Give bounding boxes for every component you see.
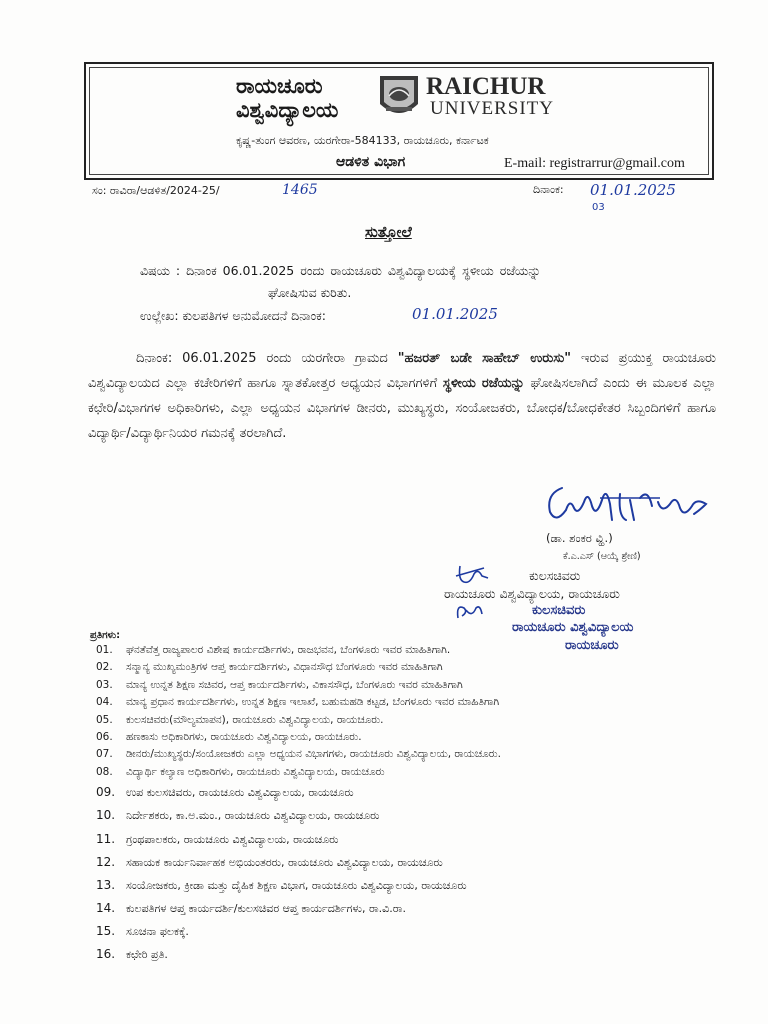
email-address: E-mail: registrarrur@gmail.com [504, 156, 685, 171]
copy-item-number: 08. [96, 765, 113, 778]
body-paragraph [88, 346, 716, 446]
copy-item-number: 14. [96, 901, 116, 916]
handwritten-initial-2 [454, 600, 484, 622]
copy-item-number: 15. [96, 924, 116, 939]
copy-list-item [96, 746, 501, 763]
official-stamp-line1: ಕುಲಸಚಿವರು [532, 603, 586, 618]
copy-list-item [96, 781, 501, 804]
registrar-title: ಕುಲಸಚಿವರು [529, 568, 581, 583]
subject-line-continued: ಘೋಷಿಸುವ ಕುರಿತು. [268, 285, 352, 300]
copy-item-number: 12. [96, 854, 116, 869]
copy-list-item [96, 874, 501, 897]
kn-name-line1: ರಾಯಚೂರು [236, 74, 323, 98]
body-text-2: ಇರುವ ಪ್ರಯುಕ್ತ ರಾಯಚೂರು ವಿಶ್ವವಿದ್ಯಾಲಯದ ಎಲ್ಲಾ ಕಚೇರಿಗಳಿಗೆ ಹಾಗೂ ಸ್ನಾತಕೋತ್ತರ ಅಧ್ಯಯನ ವಿಭಾಗಗಳಿಗೆ [88, 351, 717, 391]
copy-item-text: ನಿರ್ದೇಶಕರು, ಕಾ.ಅ.ಮಂ., ರಾಯಚೂರು ವಿಶ್ವವಿದ್ಯಾಲಯ, ರಾಯಚೂರು [126, 809, 380, 823]
copy-item-text: ಹಣಕಾಸು ಅಧಿಕಾರಿಗಳು, ರಾಯಚೂರು ವಿಶ್ವವಿದ್ಯಾಲಯ, ರಾಯಚೂರು. [126, 730, 362, 743]
circular-title: ಸುತ್ತೋಲೆ [365, 223, 412, 241]
copy-item-text: ಸೂಚನಾ ಫಲಕಕ್ಕೆ. [126, 925, 189, 939]
copy-list-item [96, 828, 501, 851]
copy-item-number: 07. [96, 748, 113, 761]
handwritten-signature [540, 480, 720, 530]
reference-number-handwritten: 1465 [282, 182, 318, 198]
copy-list-item [96, 804, 501, 827]
copy-list-item [96, 729, 501, 746]
copy-item-number: 03. [96, 678, 113, 691]
copy-item-number: 02. [96, 661, 113, 674]
reference-number: ಸಂ: ರಾವಿರಾ/ಆಡಳಿತ/2024-25/ [92, 184, 220, 197]
copy-list-item [96, 764, 501, 781]
subject-line: ವಿಷಯ : ದಿನಾಂಕ 06.01.2025 ರಂದು ರಾಯಚೂರು ವಿಶ್ವವಿದ್ಯಾಲಯಕ್ಕೆ ಸ್ಥಳೀಯ ರಜೆಯನ್ನು [140, 263, 541, 278]
reference-date-handwritten: 01.01.2025 [412, 305, 498, 323]
copy-item-text: ಮಾನ್ಯ ಉನ್ನತ ಶಿಕ್ಷಣ ಸಚಿವರ, ಆಪ್ತ ಕಾರ್ಯದರ್ಶಿಗಳು, ವಿಕಾಸಸೌಧ, ಬೆಂಗಳೂರು ಇವರ ಮಾಹಿತಿಗಾಗಿ [126, 678, 463, 691]
copies-list [96, 642, 501, 967]
university-logo-icon [378, 74, 420, 122]
copy-list-item [96, 694, 501, 711]
university-address: ಕೃಷ್ಣ-ತುಂಗ ಆವರಣ, ಯರಗೇರಾ-584133, ರಾಯಚೂರು, ಕರ್ನಾಟಕ [236, 134, 489, 147]
copy-list-item [96, 851, 501, 874]
copy-list-item [96, 677, 501, 694]
copy-item-text: ಸಹಾಯಕ ಕಾರ್ಯನಿರ್ವಾಹಕ ಅಭಿಯಂತರರು, ರಾಯಚೂರು ವಿಶ್ವವಿದ್ಯಾಲಯ, ರಾಯಚೂರು [126, 855, 443, 869]
copy-list-item [96, 920, 501, 943]
copy-item-text: ಮಾನ್ಯ ಪ್ರಧಾನ ಕಾರ್ಯದರ್ಶಿಗಳು, ಉನ್ನತ ಶಿಕ್ಷಣ ಇಲಾಖೆ, ಬಹುಮಹಡಿ ಕಟ್ಟಡ, ಬೆಂಗಳೂರು ಇವರ ಮಾಹಿತಿಗಾಗಿ [126, 696, 500, 709]
copy-item-text: ವಿದ್ಯಾರ್ಥಿ ಕಲ್ಯಾಣ ಅಧಿಕಾರಿಗಳು, ರಾಯಚೂರು ವಿಶ್ವವಿದ್ಯಾಲಯ, ರಾಯಚೂರು [126, 765, 385, 778]
copy-item-number: 01. [96, 644, 113, 656]
university-name-kannada [236, 74, 338, 122]
date-label: ದಿನಾಂಕ: [533, 183, 564, 196]
date-handwritten: 01.01.2025 [590, 181, 676, 199]
university-name-english-line2: UNIVERSITY [430, 98, 554, 119]
copy-list-item [96, 897, 501, 920]
signatory-designation: ಕೆ.ಎ.ಎಸ್ (ಆಯ್ಕೆ ಶ್ರೇಣಿ) [563, 551, 641, 562]
copy-list-item [96, 943, 501, 966]
official-stamp-line2: ರಾಯಚೂರು ವಿಶ್ವವಿದ್ಯಾಲಯ [512, 620, 634, 635]
copy-item-text: ಸನ್ಮಾನ್ಯ ಮುಖ್ಯಮಂತ್ರಿಗಳ ಆಪ್ತ ಕಾರ್ಯದರ್ಶಿಗಳು, ವಿಧಾನಸೌಧ ಬೆಂಗಳೂರು ಇವರ ಮಾಹಿತಿಗಾಗಿ [126, 661, 443, 674]
copy-item-text: ಕಛೇರಿ ಪ್ರತಿ. [126, 948, 168, 962]
copies-label: ಪ್ರತಿಗಳು: [90, 630, 121, 641]
date-handwritten-sub: 03 [592, 202, 605, 213]
reference-line: ಉಲ್ಲೇಖ: ಕುಲಪತಿಗಳ ಅನುಮೋದನೆ ದಿನಾಂಕ: [140, 308, 326, 323]
copy-item-number: 04. [96, 696, 113, 709]
body-bold-festival: "ಹಜರತ್ ಬಡೇ ಸಾಹೇಬ್ ಉರುಸು" [397, 351, 572, 366]
copy-list-item [96, 712, 501, 729]
body-text-1: ದಿನಾಂಕ: 06.01.2025 ರಂದು ಯರಗೇರಾ ಗ್ರಾಮದ [136, 351, 398, 366]
copy-list-item [96, 659, 501, 676]
handwritten-initial-1 [454, 562, 490, 584]
copy-item-number: 05. [96, 713, 113, 726]
copy-list-item [96, 642, 501, 659]
department-name: ಆಡಳಿತ ವಿಭಾಗ [336, 154, 406, 170]
copy-item-text: ಕುಲಪತಿಗಳ ಆಪ್ತ ಕಾರ್ಯದರ್ಶಿ/ಕುಲಸಚಿವರ ಆಪ್ತ ಕಾರ್ಯದರ್ಶಿಗಳು, ರಾ.ವಿ.ರಾ. [126, 902, 406, 916]
copy-item-number: 10. [96, 808, 116, 823]
copy-item-number: 09. [96, 785, 116, 800]
signatory-name: (ಡಾ. ಶಂಕರ ವ್ಹಿ.) [546, 531, 613, 545]
official-stamp-line3: ರಾಯಚೂರು [565, 638, 619, 653]
copy-item-number: 16. [96, 947, 116, 962]
body-text-3: ಘೋಷಿಸಲಾಗಿದೆ ಎಂದು ಈ ಮೂಲಕ ಎಲ್ಲಾ ಕಛೇರಿ/ವಿಭಾಗಗಳ ಅಧಿಕಾರಿಗಳು, ಎಲ್ಲಾ ಅಧ್ಯಯನ ವಿಭಾಗಗಳ ಡೀನರು, ಮುಖ್ಯಸ್ಥರು, ಸಂಯೋಜಕರು, ಬೋಧಕ/ಬೋಧಕೇತರ ಸಿಬ್ಬಂದಿಗಳಿಗೆ ಹಾಗೂ ವಿದ್ಯಾರ್ಥಿ/ವಿದ್ಯಾರ್ಥಿನಿಯರ ಗಮನಕ್ಕೆ ತರಲಾಗಿದೆ. [88, 376, 716, 441]
university-name-english: RAICHUR [426, 73, 546, 100]
registrar-address: ರಾಯಚೂರು ವಿಶ್ವವಿದ್ಯಾಲಯ, ರಾಯಚೂರು [444, 586, 620, 601]
copy-item-number: 13. [96, 877, 116, 892]
copy-item-text: ಡೀನರು/ಮುಖ್ಯಸ್ಥರು/ಸಂಯೋಜಕರು ಎಲ್ಲಾ ಅಧ್ಯಯನ ವಿಭಾಗಗಳು, ರಾಯಚೂರು ವಿಶ್ವವಿದ್ಯಾಲಯ, ರಾಯಚೂರು. [126, 748, 501, 761]
copy-item-text: ಘನತೆವೆತ್ತ ರಾಜ್ಯಪಾಲರ ವಿಶೇಷ ಕಾರ್ಯದರ್ಶಿಗಳು, ರಾಜಭವನ, ಬೆಂಗಳೂರು ಇವರ ಮಾಹಿತಿಗಾಗಿ. [126, 644, 451, 656]
copy-item-text: ಕುಲಸಚಿವರು(ಮೌಲ್ಯಮಾಪನ), ರಾಯಚೂರು ವಿಶ್ವವಿದ್ಯಾಲಯ, ರಾಯಚೂರು. [126, 713, 384, 726]
copy-item-number: 06. [96, 730, 113, 743]
letterhead [84, 62, 714, 180]
copy-item-number: 11. [96, 831, 116, 846]
copy-item-text: ಗ್ರಂಥಪಾಲಕರು, ರಾಯಚೂರು ವಿಶ್ವವಿದ್ಯಾಲಯ, ರಾಯಚೂರು [126, 832, 339, 846]
copy-item-text: ಸಂಯೋಜಕರು, ಕ್ರೀಡಾ ಮತ್ತು ದೈಹಿಕ ಶಿಕ್ಷಣ ವಿಭಾಗ, ರಾಯಚೂರು ವಿಶ್ವವಿದ್ಯಾಲಯ, ರಾಯಚೂರು [126, 878, 467, 892]
body-bold-holiday: ಸ್ಥಳೀಯ ರಜೆಯನ್ನು [442, 376, 525, 391]
copy-item-text: ಉಪ ಕುಲಸಚಿವರು, ರಾಯಚೂರು ವಿಶ್ವವಿದ್ಯಾಲಯ, ರಾಯಚೂರು [126, 786, 354, 800]
kn-name-line2: ವಿಶ್ವವಿದ್ಯಾಲಯ [236, 98, 339, 122]
